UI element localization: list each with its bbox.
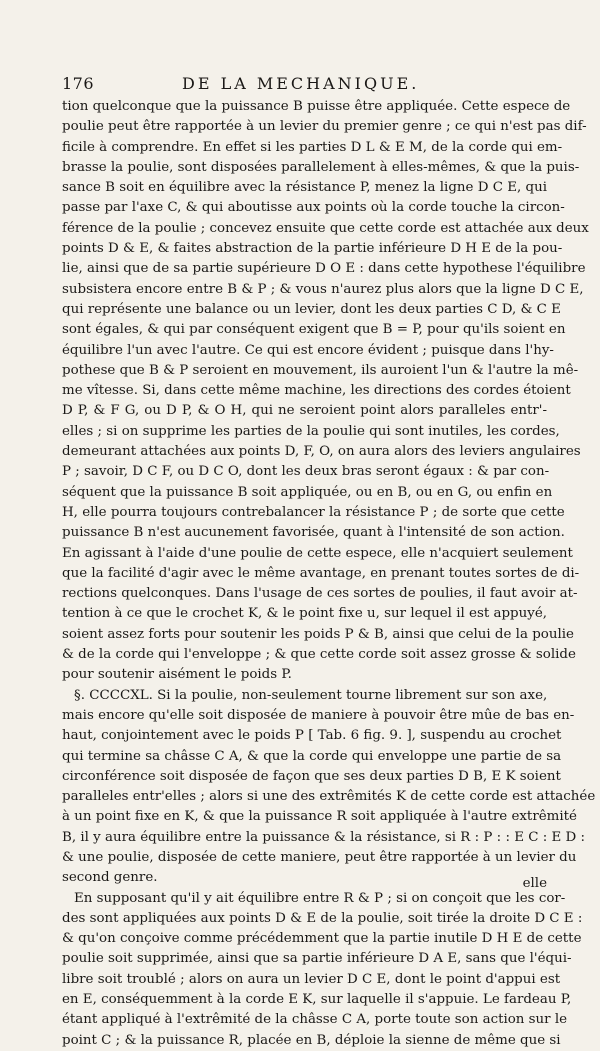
text-line: §. CCCCXL. Si la poulie, non-seulement tourne librement sur son axe, bbox=[74, 687, 548, 703]
text-line: & une poulie, disposée de cette maniere, peut être rapportée à un levier du bbox=[62, 849, 577, 865]
text-line: poulie soit supprimée, ainsi que sa partie inférieure D A E, sans que l'équi- bbox=[62, 951, 572, 967]
running-title: DE LA MECHANIQUE. bbox=[182, 74, 420, 93]
text-line: étant appliqué à l'extrêmité de la châsse C A, porte toute son action sur le bbox=[62, 1012, 568, 1028]
paragraph bbox=[62, 686, 596, 889]
page-header bbox=[62, 74, 547, 98]
text-line: second genre. bbox=[62, 870, 158, 886]
text-line: points D & E, & faites abstraction de la partie inférieure D H E de la pou- bbox=[62, 241, 563, 257]
text-line: pothese que B & P seroient en mouvement, ils auroient l'un & l'autre la mê- bbox=[62, 362, 579, 378]
text-line: elles ; si on supprime les parties de la poulie qui sont inutiles, les cordes, bbox=[62, 423, 560, 439]
text-line: passe par l'axe C, & qui aboutisse aux points où la corde touche la circon- bbox=[62, 200, 565, 216]
text-line: en E, conséquemment à la corde E K, sur laquelle il s'appuie. Le fardeau P, bbox=[62, 992, 572, 1008]
text-line: des sont appliquées aux points D & E de la poulie, soit tirée la droite D C E : bbox=[62, 910, 583, 926]
text-line: rections quelconques. Dans l'usage de ces sortes de poulies, il faut avoir at- bbox=[62, 586, 578, 602]
body-text bbox=[62, 97, 596, 1051]
text-line: mais encore qu'elle soit disposée de maniere à pouvoir être mûe de bas en- bbox=[62, 707, 575, 723]
text-line: point C ; & la puissance R, placée en B, déploie la sienne de même que si bbox=[62, 1032, 561, 1048]
paragraph bbox=[62, 97, 589, 686]
paragraph bbox=[62, 889, 583, 1051]
catchword: elle bbox=[522, 876, 547, 891]
text-line: que la facilité d'agir avec le même avantage, en prenant toutes sortes de di- bbox=[62, 565, 580, 581]
text-line: libre soit troublé ; alors on aura un levier D C E, dont le point d'appui est bbox=[62, 971, 561, 987]
text-line: qui représente une balance ou un levier, dont les deux parties C D, & C E bbox=[62, 301, 561, 317]
text-line: séquent que la puissance B soit appliquée, ou en B, ou en G, ou enfin en bbox=[62, 484, 553, 500]
text-line: sance B soit en équilibre avec la résistance P, menez la ligne D C E, qui bbox=[62, 180, 547, 196]
text-line: puissance B n'est aucunement favorisée, quant à l'intensité de son action. bbox=[62, 525, 565, 541]
text-line: & de la corde qui l'enveloppe ; & que cette corde soit assez grosse & solide bbox=[62, 647, 576, 663]
text-line: B, il y aura équilibre entre la puissance & la résistance, si R : P : : E C : E D : bbox=[62, 829, 586, 845]
text-line: En agissant à l'aide d'une poulie de cette espece, elle n'acquiert seulement bbox=[62, 545, 573, 561]
text-line: tion quelconque que la puissance B puisse être appliquée. Cette espece de bbox=[62, 99, 571, 114]
text-line: En supposant qu'il y ait équilibre entre R & P ; si on conçoit que les cor- bbox=[74, 890, 566, 906]
text-line: haut, conjointement avec le poids P [ Tab. 6 fig. 9. ], suspendu au crochet bbox=[62, 728, 562, 744]
text-line: D P, & F G, ou D P, & O H, qui ne seroient point alors paralleles entr'- bbox=[62, 403, 547, 419]
text-line: tention à ce que le crochet K, & le point fixe u, sur lequel il est appuyé, bbox=[62, 606, 547, 622]
text-line: équilibre l'un avec l'autre. Ce qui est encore évident ; puisque dans l'hy- bbox=[62, 342, 554, 358]
text-line: paralleles entr'elles ; alors si une des extrêmités K de cette corde est attachée bbox=[62, 789, 596, 805]
text-line: H, elle pourra toujours contrebalancer la résistance P ; de sorte que cette bbox=[62, 504, 565, 520]
text-line: poulie peut être rapportée à un levier du premier genre ; ce qui n'est pas dif- bbox=[62, 119, 587, 135]
text-line: lie, ainsi que de sa partie supérieure D O E : dans cette hypothese l'équilibre bbox=[62, 261, 586, 277]
text-line: soient assez forts pour soutenir les poids P & B, ainsi que celui de la poulie bbox=[62, 626, 574, 642]
page-number: 176 bbox=[62, 74, 95, 93]
text-line: subsistera encore entre B & P ; & vous n'aurez plus alors que la ligne D C E, bbox=[62, 281, 584, 297]
text-line: circonférence soit disposée de façon que ses deux parties D B, E K soient bbox=[62, 768, 561, 784]
text-line: ficile à comprendre. En effet si les parties D L & E M, de la corde qui em- bbox=[62, 139, 563, 155]
text-line: P ; savoir, D C F, ou D C O, dont les deux bras seront égaux : & par con- bbox=[62, 464, 550, 480]
text-line: demeurant attachées aux points D, F, O, on aura alors des leviers angulaires bbox=[62, 444, 581, 460]
text-line: à un point fixe en K, & que la puissance R soit appliquée à l'autre extrêmité bbox=[62, 809, 577, 825]
text-line: me vîtesse. Si, dans cette même machine, les directions des cordes étoient bbox=[62, 383, 571, 399]
text-line: sont égales, & qui par conséquent exigent que B = P, pour qu'ils soient en bbox=[62, 322, 566, 338]
text-line: pour soutenir aisément le poids P. bbox=[62, 667, 292, 683]
text-line: férence de la poulie ; concevez ensuite que cette corde est attachée aux deux bbox=[62, 220, 589, 236]
text-line: & qu'on conçoive comme précédemment que la partie inutile D H E de cette bbox=[62, 931, 582, 947]
text-line: brasse la poulie, sont disposées parallelement à elles-mêmes, & que la puis- bbox=[62, 159, 580, 175]
text-line: qui termine sa châsse C A, & que la corde qui enveloppe une partie de sa bbox=[62, 748, 562, 764]
